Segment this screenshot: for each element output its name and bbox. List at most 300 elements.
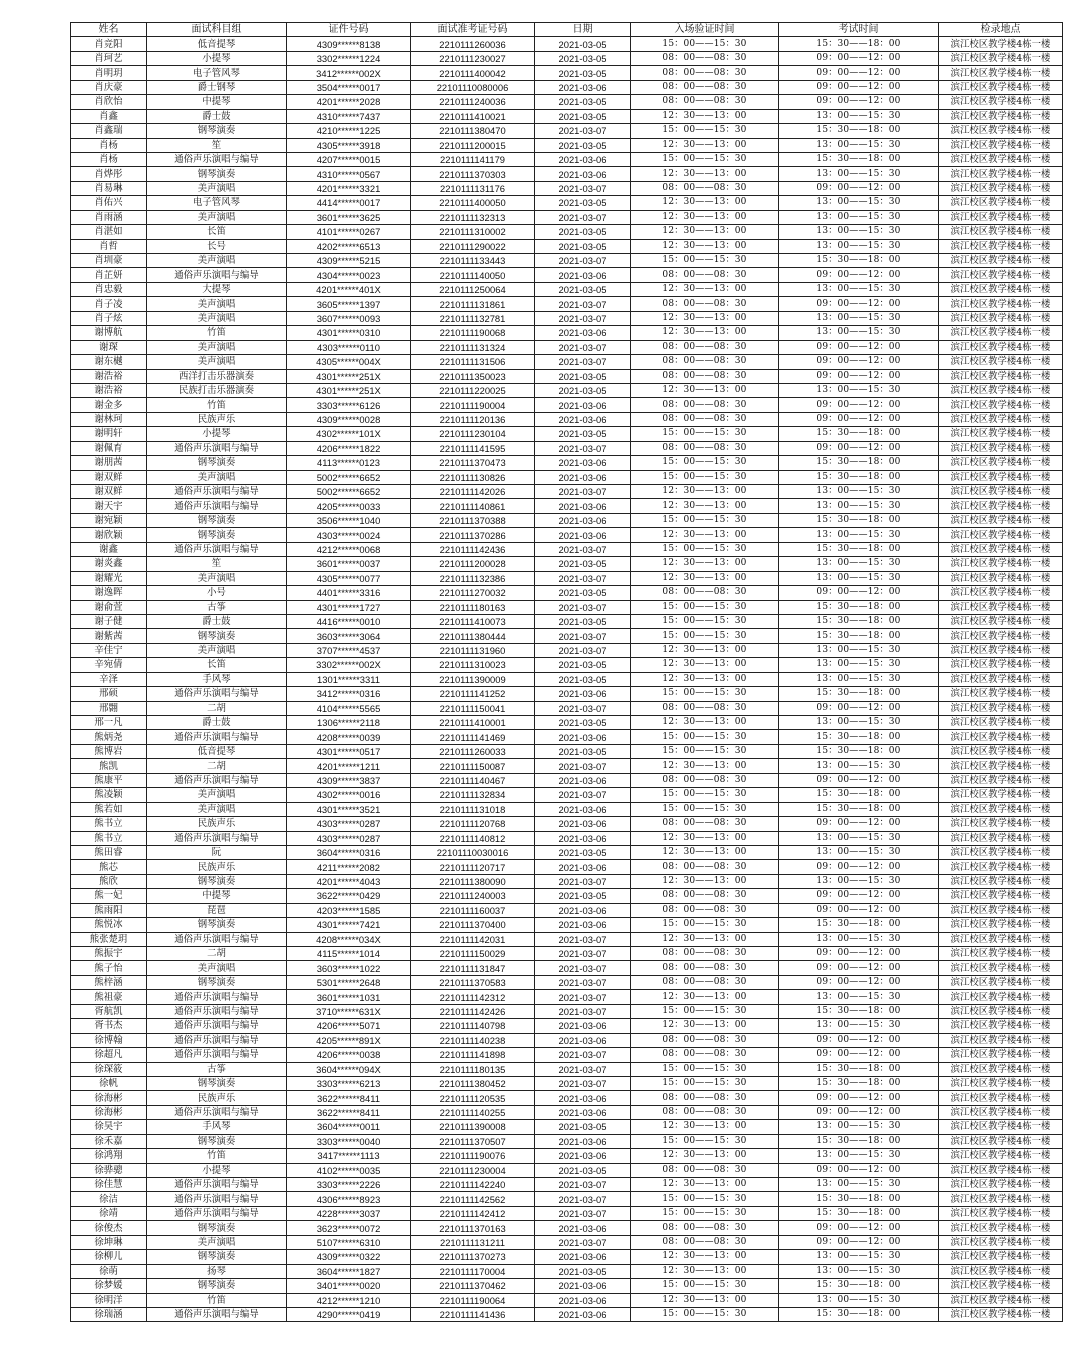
cell-checkin-time: 08：00——08：30 — [631, 95, 779, 109]
cell-ticket-number: 2210111140812 — [411, 831, 535, 845]
cell-ticket-number: 2210111141252 — [411, 687, 535, 701]
cell-ticket-number: 2210111200028 — [411, 557, 535, 571]
cell-location: 滨江校区教学楼4栋一楼 — [939, 571, 1063, 585]
cell-checkin-time: 15：00——15：30 — [631, 918, 779, 932]
table-row — [71, 817, 1063, 831]
cell-ticket-number: 2210111370473 — [411, 456, 535, 470]
table-row — [71, 369, 1063, 383]
cell-ticket-number: 2210111400050 — [411, 196, 535, 210]
cell-date: 2021-03-06 — [535, 1221, 631, 1235]
cell-location: 滨江校区教学楼4栋一楼 — [939, 716, 1063, 730]
cell-location: 滨江校区教学楼4栋一楼 — [939, 903, 1063, 917]
table-row — [71, 1091, 1063, 1105]
cell-date: 2021-03-07 — [535, 1192, 631, 1206]
cell-name: 肖欣怡 — [71, 95, 147, 109]
cell-name: 谢琛 — [71, 340, 147, 354]
cell-date: 2021-03-06 — [535, 528, 631, 542]
cell-checkin-time: 15：00——15：30 — [631, 1206, 779, 1220]
cell-name: 熊祖豪 — [71, 990, 147, 1004]
table-row — [71, 614, 1063, 628]
cell-id-number: 4401******3316 — [287, 586, 411, 600]
cell-date: 2021-03-07 — [535, 254, 631, 268]
cell-exam-time: 13：00——15：30 — [779, 1178, 939, 1192]
cell-checkin-time: 12：30——13：00 — [631, 1178, 779, 1192]
table-row — [71, 586, 1063, 600]
cell-exam-time: 09：00——12：00 — [779, 586, 939, 600]
table-row — [71, 716, 1063, 730]
cell-exam-time: 13：00——15：30 — [779, 1149, 939, 1163]
cell-ticket-number: 2210111180163 — [411, 600, 535, 614]
cell-checkin-time: 08：00——08：30 — [631, 369, 779, 383]
cell-subject: 通俗声乐演唱与编导 — [147, 1307, 287, 1321]
cell-id-number: 4304******0023 — [287, 268, 411, 282]
table-row — [71, 528, 1063, 542]
cell-date: 2021-03-05 — [535, 1264, 631, 1278]
header-exam-time: 考试时间 — [779, 23, 939, 37]
cell-date: 2021-03-05 — [535, 37, 631, 51]
table-row — [71, 918, 1063, 932]
cell-name: 熊梓涵 — [71, 975, 147, 989]
table-row — [71, 1178, 1063, 1192]
cell-id-number: 4309******5215 — [287, 254, 411, 268]
cell-date: 2021-03-07 — [535, 600, 631, 614]
cell-id-number: 4310******7437 — [287, 109, 411, 123]
cell-location: 滨江校区教学楼4栋一楼 — [939, 773, 1063, 787]
cell-checkin-time: 15：00——15：30 — [631, 1134, 779, 1148]
table-row — [71, 1192, 1063, 1206]
cell-date: 2021-03-07 — [535, 961, 631, 975]
cell-id-number: 3604******1827 — [287, 1264, 411, 1278]
header-date: 日期 — [535, 23, 631, 37]
cell-location: 滨江校区教学楼4栋一楼 — [939, 658, 1063, 672]
cell-date: 2021-03-05 — [535, 1163, 631, 1177]
cell-name: 徐佳慧 — [71, 1178, 147, 1192]
cell-subject: 美声演唱 — [147, 470, 287, 484]
cell-name: 徐海彬 — [71, 1091, 147, 1105]
cell-location: 滨江校区教学楼4栋一楼 — [939, 744, 1063, 758]
cell-checkin-time: 08：00——08：30 — [631, 947, 779, 961]
cell-location: 滨江校区教学楼4栋一楼 — [939, 66, 1063, 80]
cell-ticket-number: 2210111140798 — [411, 1019, 535, 1033]
cell-location: 滨江校区教学楼4栋一楼 — [939, 831, 1063, 845]
cell-exam-time: 13：00——15：30 — [779, 1250, 939, 1264]
table-row — [71, 1062, 1063, 1076]
cell-location: 滨江校区教学楼4栋一楼 — [939, 947, 1063, 961]
cell-ticket-number: 2210111131960 — [411, 643, 535, 657]
cell-location: 滨江校区教学楼4栋一楼 — [939, 80, 1063, 94]
cell-subject: 小提琴 — [147, 427, 287, 441]
cell-subject: 通俗声乐演唱与编导 — [147, 773, 287, 787]
cell-checkin-time: 12：30——13：00 — [631, 167, 779, 181]
cell-subject: 大提琴 — [147, 282, 287, 296]
cell-exam-time: 15：30——18：00 — [779, 600, 939, 614]
cell-date: 2021-03-05 — [535, 744, 631, 758]
table-row — [71, 773, 1063, 787]
cell-id-number: 4302******101X — [287, 427, 411, 441]
cell-checkin-time: 08：00——08：30 — [631, 975, 779, 989]
cell-id-number: 4305******004X — [287, 355, 411, 369]
cell-exam-time: 09：00——12：00 — [779, 1033, 939, 1047]
cell-checkin-time: 12：30——13：00 — [631, 210, 779, 224]
cell-checkin-time: 12：30——13：00 — [631, 1250, 779, 1264]
cell-exam-time: 09：00——12：00 — [779, 441, 939, 455]
cell-exam-time: 09：00——12：00 — [779, 860, 939, 874]
cell-name: 肖佑兴 — [71, 196, 147, 210]
cell-id-number: 3601******1031 — [287, 990, 411, 1004]
cell-id-number: 5002******6652 — [287, 485, 411, 499]
cell-exam-time: 09：00——12：00 — [779, 95, 939, 109]
cell-checkin-time: 15：00——15：30 — [631, 1062, 779, 1076]
cell-checkin-time: 15：00——15：30 — [631, 730, 779, 744]
cell-exam-time: 13：00——15：30 — [779, 1120, 939, 1134]
cell-exam-time: 15：30——18：00 — [779, 629, 939, 643]
cell-date: 2021-03-07 — [535, 340, 631, 354]
cell-date: 2021-03-07 — [535, 571, 631, 585]
cell-ticket-number: 2210111310023 — [411, 658, 535, 672]
cell-name: 徐海彬 — [71, 1105, 147, 1119]
cell-exam-time: 09：00——12：00 — [779, 355, 939, 369]
cell-name: 肖芷妍 — [71, 268, 147, 282]
cell-exam-time: 09：00——12：00 — [779, 1163, 939, 1177]
table-row — [71, 947, 1063, 961]
cell-name: 胥航凯 — [71, 1004, 147, 1018]
cell-date: 2021-03-07 — [535, 788, 631, 802]
table-row — [71, 181, 1063, 195]
cell-name: 谢欣颖 — [71, 528, 147, 542]
cell-exam-time: 13：00——15：30 — [779, 874, 939, 888]
cell-ticket-number: 2210111131861 — [411, 297, 535, 311]
cell-id-number: 4201******1211 — [287, 759, 411, 773]
cell-location: 滨江校区教学楼4栋一楼 — [939, 1048, 1063, 1062]
cell-name: 辛宛倩 — [71, 658, 147, 672]
cell-location: 滨江校区教学楼4栋一楼 — [939, 817, 1063, 831]
cell-ticket-number: 2210111142312 — [411, 990, 535, 1004]
cell-location: 滨江校区教学楼4栋一楼 — [939, 268, 1063, 282]
cell-date: 2021-03-05 — [535, 95, 631, 109]
cell-checkin-time: 08：00——08：30 — [631, 903, 779, 917]
cell-subject: 通俗声乐演唱与编导 — [147, 1178, 287, 1192]
cell-checkin-time: 12：30——13：00 — [631, 225, 779, 239]
cell-ticket-number: 2210111190068 — [411, 326, 535, 340]
cell-date: 2021-03-06 — [535, 860, 631, 874]
cell-id-number: 3303******6213 — [287, 1076, 411, 1090]
cell-location: 滨江校区教学楼4栋一楼 — [939, 845, 1063, 859]
cell-date: 2021-03-07 — [535, 1076, 631, 1090]
cell-subject: 爵士鼓 — [147, 716, 287, 730]
cell-location: 滨江校区教学楼4栋一楼 — [939, 687, 1063, 701]
cell-ticket-number: 2210111240003 — [411, 889, 535, 903]
cell-exam-time: 15：30——18：00 — [779, 1004, 939, 1018]
cell-ticket-number: 2210111150029 — [411, 947, 535, 961]
cell-ticket-number: 2210111190004 — [411, 398, 535, 412]
table-row — [71, 658, 1063, 672]
cell-location: 滨江校区教学楼4栋一楼 — [939, 37, 1063, 51]
cell-location: 滨江校区教学楼4栋一楼 — [939, 918, 1063, 932]
cell-name: 熊凌颖 — [71, 788, 147, 802]
cell-id-number: 1306******2118 — [287, 716, 411, 730]
cell-subject: 通俗声乐演唱与编导 — [147, 542, 287, 556]
cell-subject: 美声演唱 — [147, 788, 287, 802]
cell-name: 谢天宇 — [71, 499, 147, 513]
cell-ticket-number: 2210111260033 — [411, 744, 535, 758]
table-row — [71, 355, 1063, 369]
cell-id-number: 4201******2028 — [287, 95, 411, 109]
cell-ticket-number: 2210111142031 — [411, 932, 535, 946]
cell-subject: 西洋打击乐器演奏 — [147, 369, 287, 383]
cell-id-number: 3417******1113 — [287, 1149, 411, 1163]
cell-name: 熊康平 — [71, 773, 147, 787]
cell-exam-time: 13：00——15：30 — [779, 210, 939, 224]
cell-date: 2021-03-07 — [535, 874, 631, 888]
cell-location: 滨江校区教学楼4栋一楼 — [939, 225, 1063, 239]
cell-ticket-number: 2210111200015 — [411, 138, 535, 152]
cell-date: 2021-03-05 — [535, 845, 631, 859]
cell-ticket-number: 2210111380090 — [411, 874, 535, 888]
cell-location: 滨江校区教学楼4栋一楼 — [939, 95, 1063, 109]
cell-id-number: 3607******0093 — [287, 311, 411, 325]
table-row — [71, 1163, 1063, 1177]
cell-subject: 民族声乐 — [147, 412, 287, 426]
cell-exam-time: 09：00——12：00 — [779, 51, 939, 65]
cell-checkin-time: 12：30——13：00 — [631, 196, 779, 210]
cell-exam-time: 09：00——12：00 — [779, 297, 939, 311]
cell-id-number: 4414******0017 — [287, 196, 411, 210]
cell-name: 肖烨彤 — [71, 167, 147, 181]
cell-ticket-number: 2210111170004 — [411, 1264, 535, 1278]
cell-date: 2021-03-06 — [535, 1279, 631, 1293]
cell-name: 胥书杰 — [71, 1019, 147, 1033]
cell-ticket-number: 22101110080006 — [411, 80, 535, 94]
table-row — [71, 167, 1063, 181]
cell-ticket-number: 2210111390009 — [411, 672, 535, 686]
cell-checkin-time: 08：00——08：30 — [631, 51, 779, 65]
cell-subject: 通俗声乐演唱与编导 — [147, 1105, 287, 1119]
table-row — [71, 1048, 1063, 1062]
cell-subject: 古筝 — [147, 600, 287, 614]
cell-date: 2021-03-05 — [535, 196, 631, 210]
table-row — [71, 1076, 1063, 1090]
cell-date: 2021-03-05 — [535, 1120, 631, 1134]
cell-exam-time: 09：00——12：00 — [779, 66, 939, 80]
table-row — [71, 845, 1063, 859]
cell-id-number: 5002******6652 — [287, 470, 411, 484]
table-row — [71, 1149, 1063, 1163]
header-id-number: 证件号码 — [287, 23, 411, 37]
table-row — [71, 412, 1063, 426]
cell-checkin-time: 08：00——08：30 — [631, 961, 779, 975]
cell-checkin-time: 08：00——08：30 — [631, 1048, 779, 1062]
cell-location: 滨江校区教学楼4栋一楼 — [939, 1293, 1063, 1307]
cell-ticket-number: 2210111190064 — [411, 1293, 535, 1307]
cell-id-number: 4309******3837 — [287, 773, 411, 787]
cell-exam-time: 09：00——12：00 — [779, 80, 939, 94]
cell-id-number: 4211******2082 — [287, 860, 411, 874]
cell-name: 辛泽 — [71, 672, 147, 686]
table-row — [71, 37, 1063, 51]
cell-exam-time: 13：00——15：30 — [779, 990, 939, 1004]
cell-name: 谢逸晖 — [71, 586, 147, 600]
cell-exam-time: 13：00——15：30 — [779, 1019, 939, 1033]
cell-exam-time: 15：30——18：00 — [779, 788, 939, 802]
cell-exam-time: 15：30——18：00 — [779, 1192, 939, 1206]
cell-subject: 琵琶 — [147, 903, 287, 917]
cell-name: 邢硕 — [71, 687, 147, 701]
cell-checkin-time: 08：00——08：30 — [631, 1163, 779, 1177]
cell-id-number: 4201******401X — [287, 282, 411, 296]
cell-subject: 扬琴 — [147, 1264, 287, 1278]
cell-name: 邢一凡 — [71, 716, 147, 730]
cell-name: 肖哲 — [71, 239, 147, 253]
table-row — [71, 961, 1063, 975]
cell-id-number: 3302******1224 — [287, 51, 411, 65]
cell-location: 滨江校区教学楼4栋一楼 — [939, 499, 1063, 513]
cell-id-number: 4301******3521 — [287, 802, 411, 816]
cell-checkin-time: 12：30——13：00 — [631, 383, 779, 397]
cell-date: 2021-03-06 — [535, 513, 631, 527]
cell-checkin-time: 12：30——13：00 — [631, 932, 779, 946]
cell-exam-time: 15：30——18：00 — [779, 542, 939, 556]
cell-checkin-time: 12：30——13：00 — [631, 138, 779, 152]
table-row — [71, 470, 1063, 484]
cell-subject: 爵士鼓 — [147, 614, 287, 628]
cell-name: 徐俊杰 — [71, 1221, 147, 1235]
cell-name: 谢佩育 — [71, 441, 147, 455]
cell-location: 滨江校区教学楼4栋一楼 — [939, 730, 1063, 744]
cell-ticket-number: 2210111310002 — [411, 225, 535, 239]
cell-id-number: 3622******8411 — [287, 1091, 411, 1105]
cell-checkin-time: 15：00——15：30 — [631, 1004, 779, 1018]
cell-checkin-time: 15：00——15：30 — [631, 802, 779, 816]
cell-ticket-number: 2210111370400 — [411, 918, 535, 932]
cell-ticket-number: 2210111250064 — [411, 282, 535, 296]
cell-id-number: 4206******0038 — [287, 1048, 411, 1062]
cell-exam-time: 15：30——18：00 — [779, 687, 939, 701]
cell-ticket-number: 2210111370388 — [411, 513, 535, 527]
table-row — [71, 889, 1063, 903]
cell-id-number: 4206******5071 — [287, 1019, 411, 1033]
cell-ticket-number: 2210111120535 — [411, 1091, 535, 1105]
cell-ticket-number: 2210111142426 — [411, 1004, 535, 1018]
cell-ticket-number: 2210111120717 — [411, 860, 535, 874]
cell-date: 2021-03-06 — [535, 817, 631, 831]
cell-ticket-number: 2210111290022 — [411, 239, 535, 253]
cell-exam-time: 15：30——18：00 — [779, 456, 939, 470]
cell-date: 2021-03-06 — [535, 80, 631, 94]
cell-id-number: 4301******0517 — [287, 744, 411, 758]
cell-exam-time: 13：00——15：30 — [779, 239, 939, 253]
cell-location: 滨江校区教学楼4栋一楼 — [939, 600, 1063, 614]
cell-subject: 钢琴演奏 — [147, 1279, 287, 1293]
cell-ticket-number: 2210111370163 — [411, 1221, 535, 1235]
cell-id-number: 4305******3918 — [287, 138, 411, 152]
cell-location: 滨江校区教学楼4栋一楼 — [939, 643, 1063, 657]
cell-checkin-time: 12：30——13：00 — [631, 845, 779, 859]
cell-id-number: 3303******6126 — [287, 398, 411, 412]
cell-date: 2021-03-06 — [535, 1091, 631, 1105]
cell-name: 肖雨涵 — [71, 210, 147, 224]
cell-location: 滨江校区教学楼4栋一楼 — [939, 124, 1063, 138]
cell-checkin-time: 08：00——08：30 — [631, 1235, 779, 1249]
cell-date: 2021-03-06 — [535, 1149, 631, 1163]
cell-checkin-time: 12：30——13：00 — [631, 499, 779, 513]
cell-id-number: 3605******1397 — [287, 297, 411, 311]
cell-date: 2021-03-07 — [535, 1206, 631, 1220]
cell-checkin-time: 12：30——13：00 — [631, 831, 779, 845]
cell-id-number: 4309******0322 — [287, 1250, 411, 1264]
cell-checkin-time: 08：00——08：30 — [631, 586, 779, 600]
cell-id-number: 4290******0419 — [287, 1307, 411, 1321]
cell-ticket-number: 2210111380444 — [411, 629, 535, 643]
cell-location: 滨江校区教学楼4栋一楼 — [939, 51, 1063, 65]
cell-ticket-number: 2210111132834 — [411, 788, 535, 802]
cell-subject: 通俗声乐演唱与编导 — [147, 441, 287, 455]
cell-location: 滨江校区教学楼4栋一楼 — [939, 802, 1063, 816]
cell-ticket-number: 2210111240036 — [411, 95, 535, 109]
cell-subject: 电子管风琴 — [147, 66, 287, 80]
cell-location: 滨江校区教学楼4栋一楼 — [939, 990, 1063, 1004]
cell-checkin-time: 08：00——08：30 — [631, 355, 779, 369]
cell-exam-time: 15：30——18：00 — [779, 513, 939, 527]
cell-location: 滨江校区教学楼4栋一楼 — [939, 152, 1063, 166]
cell-location: 滨江校区教学楼4栋一楼 — [939, 412, 1063, 426]
cell-exam-time: 15：30——18：00 — [779, 614, 939, 628]
cell-id-number: 3707******4537 — [287, 643, 411, 657]
table-row — [71, 124, 1063, 138]
cell-date: 2021-03-07 — [535, 947, 631, 961]
cell-name: 肖竞阳 — [71, 37, 147, 51]
table-row — [71, 239, 1063, 253]
cell-location: 滨江校区教学楼4栋一楼 — [939, 1163, 1063, 1177]
cell-subject: 美声演唱 — [147, 961, 287, 975]
cell-exam-time: 13：00——15：30 — [779, 716, 939, 730]
cell-id-number: 3604******094X — [287, 1062, 411, 1076]
cell-checkin-time: 08：00——08：30 — [631, 773, 779, 787]
cell-date: 2021-03-06 — [535, 456, 631, 470]
cell-date: 2021-03-07 — [535, 643, 631, 657]
cell-name: 徐禾嘉 — [71, 1134, 147, 1148]
cell-location: 滨江校区教学楼4栋一楼 — [939, 542, 1063, 556]
cell-ticket-number: 2210111410021 — [411, 109, 535, 123]
cell-name: 徐鸿翔 — [71, 1149, 147, 1163]
table-row — [71, 427, 1063, 441]
cell-checkin-time: 12：30——13：00 — [631, 282, 779, 296]
table-row — [71, 1293, 1063, 1307]
cell-subject: 民族打击乐器演奏 — [147, 383, 287, 397]
cell-subject: 民族声乐 — [147, 817, 287, 831]
cell-location: 滨江校区教学楼4栋一楼 — [939, 1062, 1063, 1076]
cell-ticket-number: 2210111190076 — [411, 1149, 535, 1163]
cell-name: 徐萌 — [71, 1264, 147, 1278]
cell-subject: 通俗声乐演唱与编导 — [147, 1033, 287, 1047]
table-row — [71, 744, 1063, 758]
table-row — [71, 398, 1063, 412]
cell-subject: 美声演唱 — [147, 643, 287, 657]
cell-location: 滨江校区教学楼4栋一楼 — [939, 1279, 1063, 1293]
cell-checkin-time: 12：30——13：00 — [631, 109, 779, 123]
header-ticket-number: 面试准考证号码 — [411, 23, 535, 37]
cell-subject: 通俗声乐演唱与编导 — [147, 831, 287, 845]
cell-ticket-number: 2210111220025 — [411, 383, 535, 397]
cell-location: 滨江校区教学楼4栋一楼 — [939, 109, 1063, 123]
cell-checkin-time: 12：30——13：00 — [631, 571, 779, 585]
cell-name: 徐梦媛 — [71, 1279, 147, 1293]
cell-id-number: 3302******002X — [287, 658, 411, 672]
cell-exam-time: 09：00——12：00 — [779, 1091, 939, 1105]
cell-checkin-time: 08：00——08：30 — [631, 441, 779, 455]
cell-exam-time: 13：00——15：30 — [779, 225, 939, 239]
cell-id-number: 4201******3321 — [287, 181, 411, 195]
table-row — [71, 701, 1063, 715]
